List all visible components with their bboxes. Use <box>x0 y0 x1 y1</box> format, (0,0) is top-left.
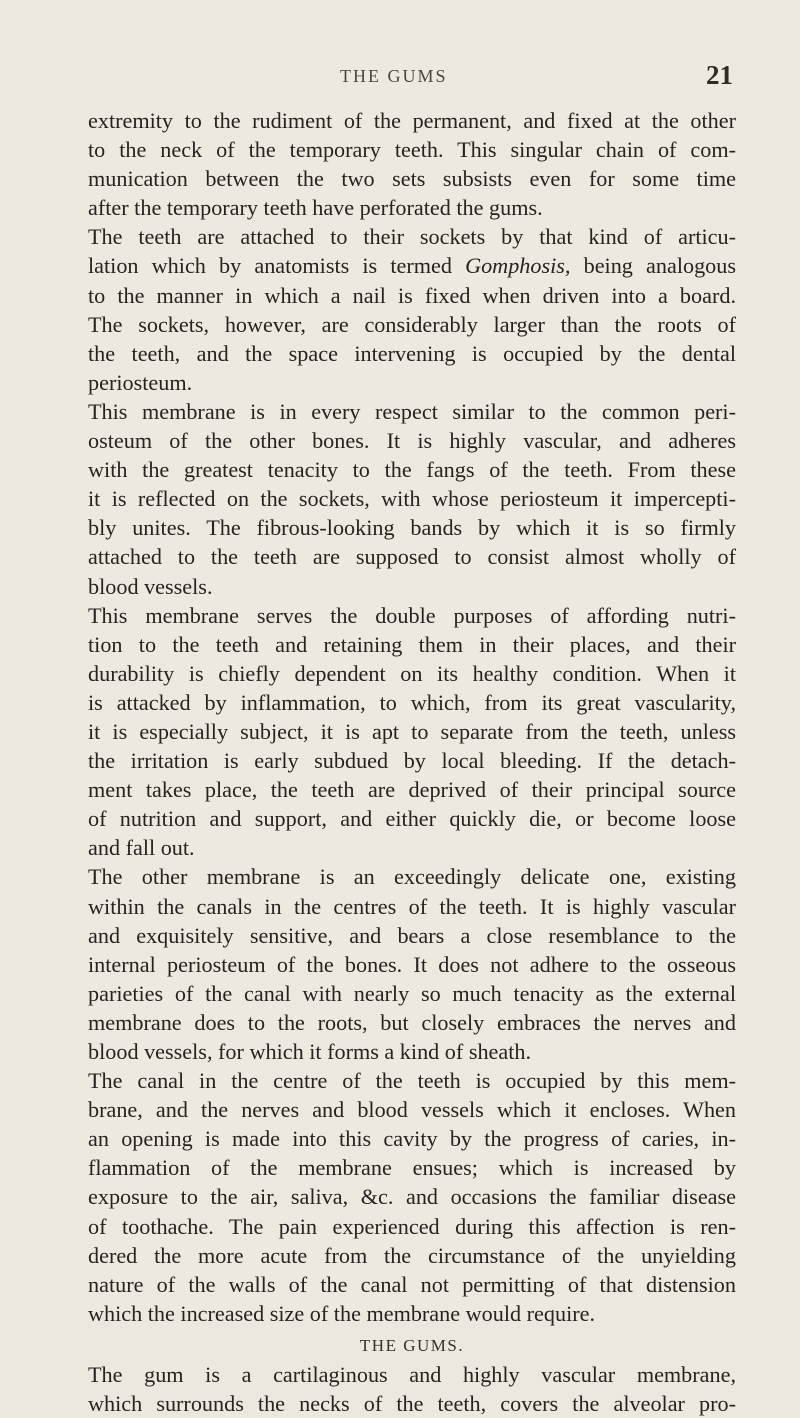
text-line: it is especially subject, it is apt to separate from the teeth, unless <box>88 718 736 744</box>
running-title: THE GUMS <box>340 66 448 86</box>
text-segment: being analogous <box>570 253 736 279</box>
text-line: is attacked by inflammation, to which, from its great vascularity, <box>88 689 736 715</box>
text-line: The gum is a cartilaginous and highly vascular membrane, <box>88 1361 736 1387</box>
text-line: to the neck of the temporary teeth. This singular chain of com- <box>88 137 736 163</box>
text-line: the teeth, and the space intervening is occupied by the dental <box>88 340 736 366</box>
text-line: and exquisitely sensitive, and bears a close resemblance to the <box>88 922 736 948</box>
text-line: ment takes place, the teeth are deprived of their principal source <box>88 777 736 803</box>
text-line: to the manner in which a nail is fixed when driven into a board. <box>88 282 736 308</box>
text-line: internal periosteum of the bones. It does not adhere to the osseous <box>88 951 736 977</box>
section-heading: THE GUMS. <box>359 1335 465 1355</box>
text-line: within the canals in the centres of the teeth. It is highly vascular <box>88 893 736 919</box>
text-line: of toothache. The pain experienced during this affection is ren- <box>88 1213 736 1239</box>
text-line: blood vessels, for which it forms a kind of sheath. <box>88 1039 532 1064</box>
text-line: membrane does to the roots, but closely embraces the nerves and <box>88 1009 736 1035</box>
text-line: exposure to the air, saliva, &c. and occasions the familiar disease <box>88 1184 736 1210</box>
body-text <box>88 106 736 1418</box>
text-line: The canal in the centre of the teeth is occupied by this mem- <box>88 1068 736 1094</box>
text-line: The sockets, however, are considerably larger than the roots of <box>88 311 736 337</box>
gomphosis-term: Gomphosis, <box>465 253 571 279</box>
text-line: durability is chiefly dependent on its healthy condition. When it <box>88 660 736 686</box>
text-line: parieties of the canal with nearly so much tenacity as the external <box>88 980 736 1006</box>
text-line: munication between the two sets subsists even for some time <box>88 166 736 192</box>
text-line: nature of the walls of the canal not permitting of that distension <box>88 1271 736 1297</box>
text-line: extremity to the rudiment of the permanent, and fixed at the other <box>88 108 736 133</box>
text-line: which surrounds the necks of the teeth, covers the alveolar pro- <box>88 1391 736 1417</box>
text-line: tion to the teeth and retaining them in their places, and their <box>88 631 736 657</box>
page-number: 21 <box>706 60 733 90</box>
text-line: which the increased size of the membrane would require. <box>88 1300 596 1326</box>
text-line: dered the more acute from the circumstance of the unyielding <box>88 1242 736 1268</box>
text-line: attached to the teeth are supposed to consist almost wholly of <box>88 544 736 570</box>
text-line: This membrane serves the double purposes of affording nutri- <box>88 602 736 628</box>
text-line: periosteum. <box>88 369 193 395</box>
text-line: osteum of the other bones. It is highly vascular, and adheres <box>88 428 736 454</box>
text-line: after the temporary teeth have perforated the gums. <box>88 195 543 221</box>
text-line: it is reflected on the sockets, with whose periosteum it impercepti- <box>88 486 736 512</box>
text-line: flammation of the membrane ensues; which is increased by <box>88 1155 736 1181</box>
text-line: The teeth are attached to their sockets by that kind of articu- <box>88 224 736 250</box>
text-line: an opening is made into this cavity by the progress of caries, in- <box>88 1126 736 1152</box>
text-line: and fall out. <box>88 835 195 861</box>
text-line: This membrane is in every respect similar to the common peri- <box>88 398 736 424</box>
text-line: bly unites. The fibrous-looking bands by which it is so firmly <box>88 515 736 541</box>
text-line: with the greatest tenacity to the fangs of the teeth. From these <box>88 457 736 483</box>
running-head <box>0 60 800 94</box>
text-line-gomphosis <box>88 251 736 280</box>
text-line: the irritation is early subdued by local bleeding. If the detach- <box>88 748 736 774</box>
text-line: of nutrition and support, and either quickly die, or become loose <box>88 806 736 832</box>
text-segment: lation which by anatomists is termed <box>88 253 466 279</box>
text-line: blood vessels. <box>88 573 213 599</box>
text-line: brane, and the nerves and blood vessels which it encloses. When <box>88 1097 736 1123</box>
text-line: The other membrane is an exceedingly delicate one, existing <box>88 864 736 890</box>
